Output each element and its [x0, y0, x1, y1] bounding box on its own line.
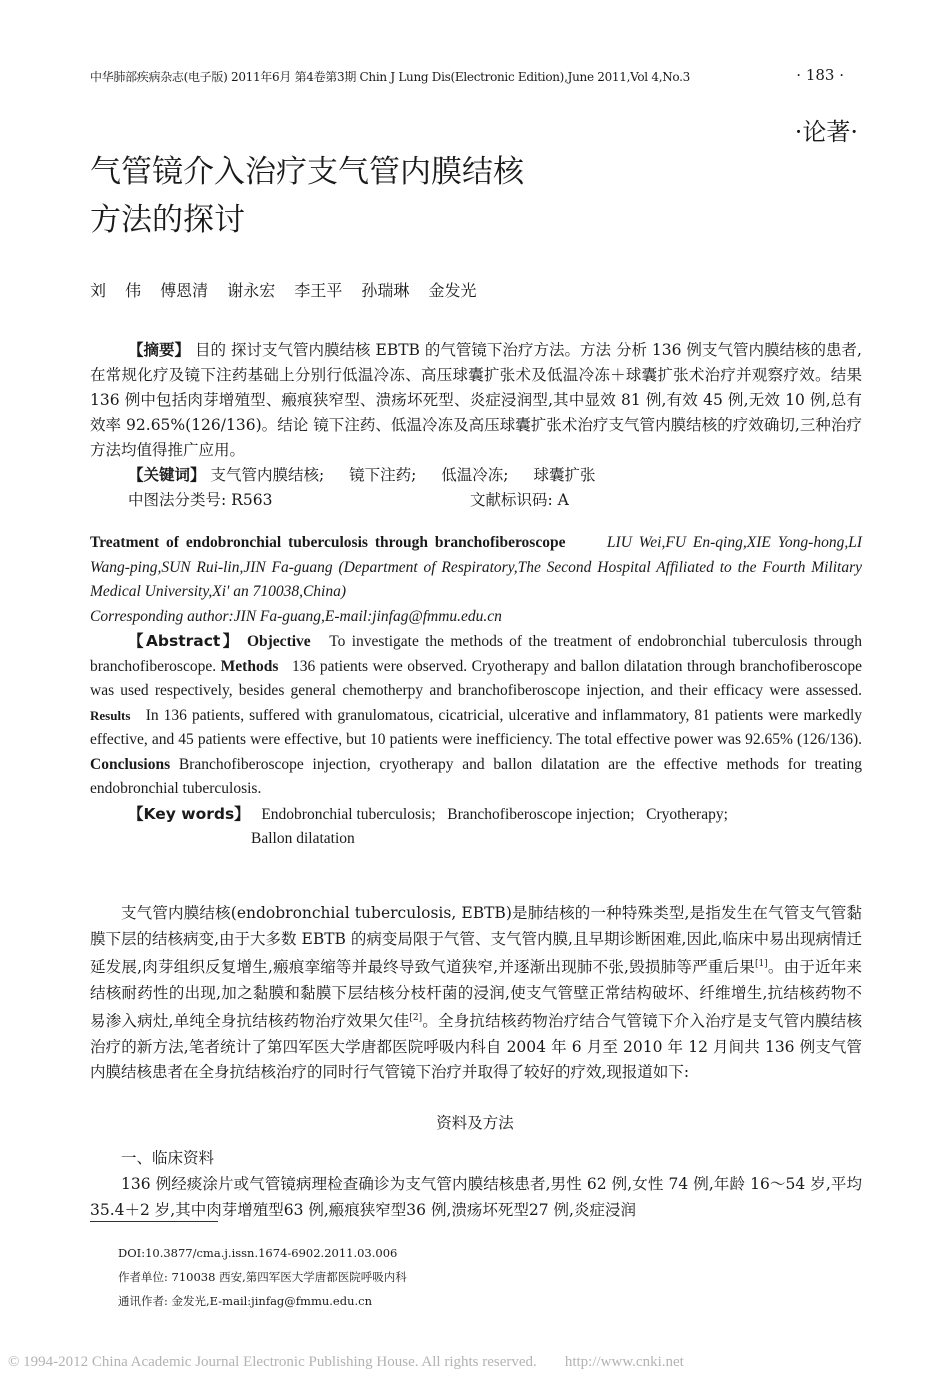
classification-line [128, 488, 862, 513]
author-unit-note: 作者单位: 710038 西安,第四军医大学唐都医院呼吸内科 [118, 1270, 407, 1284]
keywords-label: 【关键词】 [128, 466, 206, 484]
footnote-divider [90, 1221, 218, 1222]
reference-marker: [2] [409, 1013, 423, 1024]
keywords-line [128, 463, 862, 488]
clinical-text: 136 例经痰涂片或气管镜病理检查确诊为支气管内膜结核患者,男性 62 例,女性 74 例,年龄 16～54 岁,平均35.4＋2 岁,其中肉芽增殖型63 例,瘢痕狭窄型36 例,溃疡坏死型27 例,炎症浸润 [90, 1175, 862, 1219]
doc-code-value: A [557, 491, 569, 509]
article-title [90, 148, 524, 244]
title-line-2: 方法的探讨 [90, 202, 245, 238]
conclusions-text: Branchofiberoscope injection, cryotherapy and ballon dilatation are the effective methods for treating endobronchial tuberculosis. [90, 755, 862, 797]
keywords-en-line-1: Endobronchial tuberculosis; Branchofiberoscope injection; Cryotherapy; [261, 805, 728, 823]
copyright-text: © 1994-2012 China Academic Journal Electronic Publishing House. All rights reserved. [8, 1354, 537, 1370]
english-abstract [90, 531, 862, 852]
abstract-text: 目的 探讨支气管内膜结核 EBTB 的气管镜下治疗方法。方法 分析 136 例支气管内膜结核的患者,在常规化疗及镜下注药基础上分别行低温冷冻、高压球囊扩张术及低温冷冻＋球囊扩张术治疗并观察疗效。结果 136 例中包括肉芽增殖型、瘢痕狭窄型、溃疡坏死型、炎症浸润型,其中显效 81 例,有效 45 例,无效 10 例,总有效率 92.65%(126/136)。结论 镜下注药、低温冷冻及高压球囊扩张术治疗支气管内膜结核的疗效确切,三种治疗方法均值得推广应用。 [90, 341, 862, 459]
clc-value: R563 [231, 491, 273, 509]
keyword-item: 低温冷冻; [441, 466, 509, 484]
doi-note: DOI:10.3877/cma.j.issn.1674-6902.2011.03.006 [118, 1246, 398, 1260]
results-text: In 136 patients, suffered with granulomatous, cicatricial, ulcerative and inflammatory, 81 patients were markedly effective, and 45 patients were effective, but 10 patients were inefficiency. The total effective power was 92.65% (126/136). [90, 706, 862, 748]
abstract-label: 【摘要】 [128, 341, 191, 359]
footnotes [118, 1241, 407, 1313]
conclusions-label: Conclusions [90, 755, 171, 773]
doc-code-label: 文献标识码: [470, 491, 553, 509]
title-line-1: 气管镜介入治疗支气管内膜结核 [90, 154, 524, 190]
corresponding-note: 通讯作者: 金发光,E-mail:jinfag@fmmu.edu.cn [118, 1294, 372, 1308]
clc-label: 中图法分类号: [128, 491, 227, 509]
intro-text-1: 支气管内膜结核(endobronchial tuberculosis, EBTB)是肺结核的一种特殊类型,是指发生在气管支气管黏膜下层的结核病变,由于大多数 EBTB 的病变局限于气管、支气管内膜,且早期诊断困难,因此,临床中易出现病情迁延发展,肉芽组织反复增生,瘢痕挛缩等并最终导致气道狭窄,并逐渐出现肺不张,毁损肺等严重后果 [90, 904, 862, 977]
section-tag: ·论著· [794, 118, 858, 146]
objective-label: Objective [246, 633, 311, 650]
keyword-item: 镜下注药; [349, 466, 417, 484]
journal-header: 中华肺部疾病杂志(电子版) 2011年6月 第4卷第3期 Chin J Lung Dis(Electronic Edition),June 2011,Vol 4,No.3 [90, 70, 690, 84]
objective-text: To investigate the methods of the treatment of endobronchial tuberculosis through branchofiberoscope. [90, 633, 862, 675]
clinical-data-paragraph [90, 1172, 862, 1223]
keywords-en-line-2: Ballon dilatation [251, 830, 355, 847]
cnki-url: http://www.cnki.net [564, 1354, 684, 1370]
doc-code [470, 488, 569, 513]
copyright-watermark [8, 1354, 684, 1371]
keyword-item: 支气管内膜结核; [210, 466, 325, 484]
methods-text: 136 patients were observed. Cryotherapy and ballon dilatation through branchofiberoscope was used respectively, besides general chemotherpy and branchofiberoscope injection, and their efficacy were assessed. [90, 657, 863, 699]
corresponding-author: Corresponding author:JIN Fa-guang,E-mail:jinfag@fmmu.edu.cn [90, 607, 502, 625]
english-title: Treatment of endobronchial tuberculosis through branchofiberoscope [90, 534, 566, 551]
author-list: 刘 伟 傅恩清 谢永宏 李王平 孙瑞琳 金发光 [90, 281, 477, 300]
intro-text-3: 。全身抗结核药物治疗结合气管镜下介入治疗是支气管内膜结核治疗的新方法,笔者统计了第四军医大学唐都医院呼吸内科自 2004 年 6 月至 2010 年 12 月间共 136 例支气管内膜结核患者在全身抗结核治疗的同时行气管镜下治疗并取得了较好的疗效,现报道如下: [90, 1012, 862, 1082]
keyword-item: 球囊扩张 [533, 466, 596, 484]
keywords-en-label: 【Key words】 [128, 804, 250, 823]
page-number: · 183 · [796, 66, 844, 84]
introduction-paragraph [90, 901, 862, 1086]
chinese-abstract [90, 338, 862, 513]
intro-text-2: 。由于近年来结核耐药性的出现,加之黏膜和黏膜下层结核分枝杆菌的浸润,使支气管壁正常结构破坏、纤维增生,抗结核药物不易渗入病灶,单纯全身抗结核药物治疗效果欠佳 [90, 958, 862, 1031]
subsection-heading: 一、临床资料 [121, 1149, 215, 1167]
section-heading: 资料及方法 [436, 1114, 514, 1132]
abstract-en-label: 【Abstract】 [128, 632, 241, 650]
english-authors: LIU Wei,FU En-qing,XIE Yong-hong,LI Wang-ping,SUN Rui-lin,JIN Fa-guang (Department of Respiratory,The Second Hospital Affiliated to the Fourth Military Medical University,Xi' an 710038,China) [90, 534, 863, 600]
reference-marker: [1] [754, 959, 768, 969]
results-label: Results [90, 707, 131, 723]
methods-label: Methods [220, 657, 279, 675]
